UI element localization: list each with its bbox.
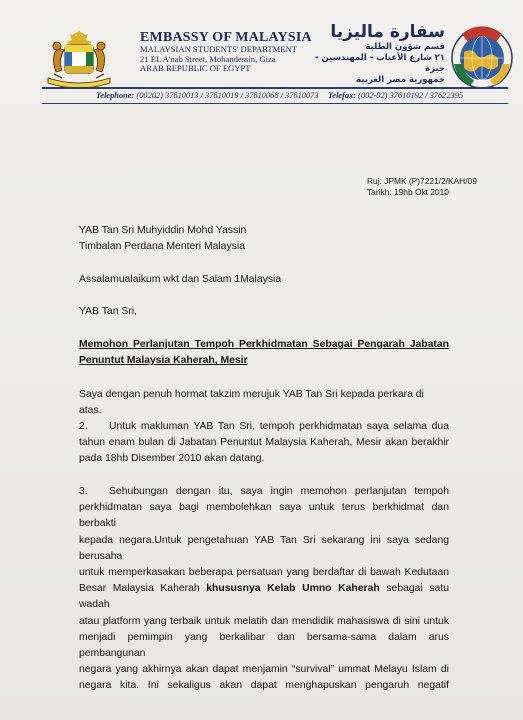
embassy-address-arabic: ٢١ شارع الأعناب - المهندسين - جيزة (314, 53, 445, 74)
telephone-label: Telephone: (96, 91, 135, 100)
paragraph-3-line-5-start: Besar Malaysia Kaherah (79, 583, 207, 595)
embassy-address: 21 EL A'nab Street, Mohandessin, Giza (140, 53, 276, 64)
recipient-title: Timbalan Perdana Menteri Malaysia (79, 241, 245, 253)
department-name: MALAYSIAN STUDENTS' DEPARTMENT (140, 44, 298, 54)
paragraph-3-line-1 (79, 484, 449, 500)
paragraph-3 (79, 484, 449, 695)
embassy-country-arabic: جمهورية مصر العربية (356, 75, 445, 85)
paragraph-2-line-1 (79, 419, 449, 435)
paragraph-2 (79, 419, 449, 468)
salutation: YAB Tan Sri, (79, 306, 137, 317)
paragraph-3-line-9: negara kita. Ini sekaligus akan dapat menghapuskan pengaruh negatif (79, 680, 449, 692)
recipient-block (79, 223, 449, 255)
telefax-line (328, 91, 463, 100)
recipient-name: YAB Tan Sri Muhyiddin Mohd Yassin (79, 225, 247, 236)
letter-date: Tarikh: 19hb Okt 2010 (367, 187, 449, 197)
telephone-line (96, 91, 319, 100)
paragraph-2-number: 2. (79, 421, 88, 432)
embassy-title-arabic: سفارة ماليزيا (330, 22, 445, 42)
telefax-numbers: (002-02) 37610192 / 37622395 (358, 91, 464, 100)
paragraph-3-line-4: untuk memperkasakan beberapa persatuan yang berdaftar di bawah Kedutaan (79, 567, 449, 579)
paragraph-3-line-5-end: sebagai satu wadah (79, 583, 450, 611)
telephone-numbers: (00202) 37610013 / 37610019 / 37610068 / 37610073 (136, 91, 319, 100)
reference-number: Ruj: JPMK (P)7221/2/KAH/09 (367, 176, 477, 186)
paragraph-3-line-5 (79, 581, 449, 613)
paragraph-3-line-1-text: Sehubungan dengan itu, saya ingin memohon perlanjutan tempoh (109, 486, 449, 497)
letterhead-rule-bottom (42, 103, 508, 104)
paragraph-3-number: 3. (79, 486, 88, 497)
paragraph-2-line-3: pada 18hb Disember 2010 akan datang. (79, 453, 265, 465)
intro-paragraph: Saya dengan penuh hormat takzim merujuk YAB Tan Sri kepada perkara di atas. (79, 389, 424, 417)
subject-line-2: Penuntut Malaysia Kaherah, Mesir (79, 355, 248, 367)
greeting: Assalamualaikum wkt dan Salam 1Malaysia (79, 274, 282, 285)
paragraph-2-line-2: tahun enam bulan di Jabatan Penuntut Malaysia Kaherah, Mesir akan berakhir (79, 437, 449, 449)
letterhead-rule-top (42, 87, 508, 89)
subject (79, 337, 449, 369)
telefax-label: Telefax: (328, 91, 357, 100)
paragraph-3-line-8: negara yang akhirnya akan dapat menjamin “survival” ummat Melayu Islam di (79, 664, 449, 676)
embassy-country: ARAB REPUBLIC OF EGYPT (140, 63, 251, 73)
letterhead-arabic (295, 22, 445, 86)
paragraph-3-line-7: menjadi pemimpin yang berkalibar dan bersama-sama dalam arus pembangunan (79, 631, 449, 660)
malaysia-coat-of-arms-icon (40, 28, 118, 88)
paragraph-2-line-1-text: Untuk makluman YAB Tan Sri, tempoh perkhidmatan saya selama dua (109, 421, 449, 432)
embassy-title: EMBASSY OF MALAYSIA (140, 30, 312, 45)
kelab-umno-emphasis: khususnya Kelab Umno Kaherah (206, 583, 380, 595)
students-department-globe-logo-icon (450, 26, 514, 90)
paragraph-3-line-6: atau platform yang terbaik untuk melatih dan mendidik mahasiswa di sini untuk (79, 615, 449, 627)
paragraph-3-line-2: perkhidmatan saya bagi membolehkan saya untuk terus berkhidmat dan berbakti (79, 502, 449, 530)
subject-line-1: Memohon Perlanjutan Tempoh Perkhidmatan Sebagai Pengarah Jabatan (79, 339, 449, 350)
paragraph-3-line-3: kepada negara.Untuk pengetahuan YAB Tan Sri sekarang ini saya sedang berusaha (79, 534, 449, 562)
department-name-arabic: قسم شؤون الطلبة (365, 42, 445, 52)
